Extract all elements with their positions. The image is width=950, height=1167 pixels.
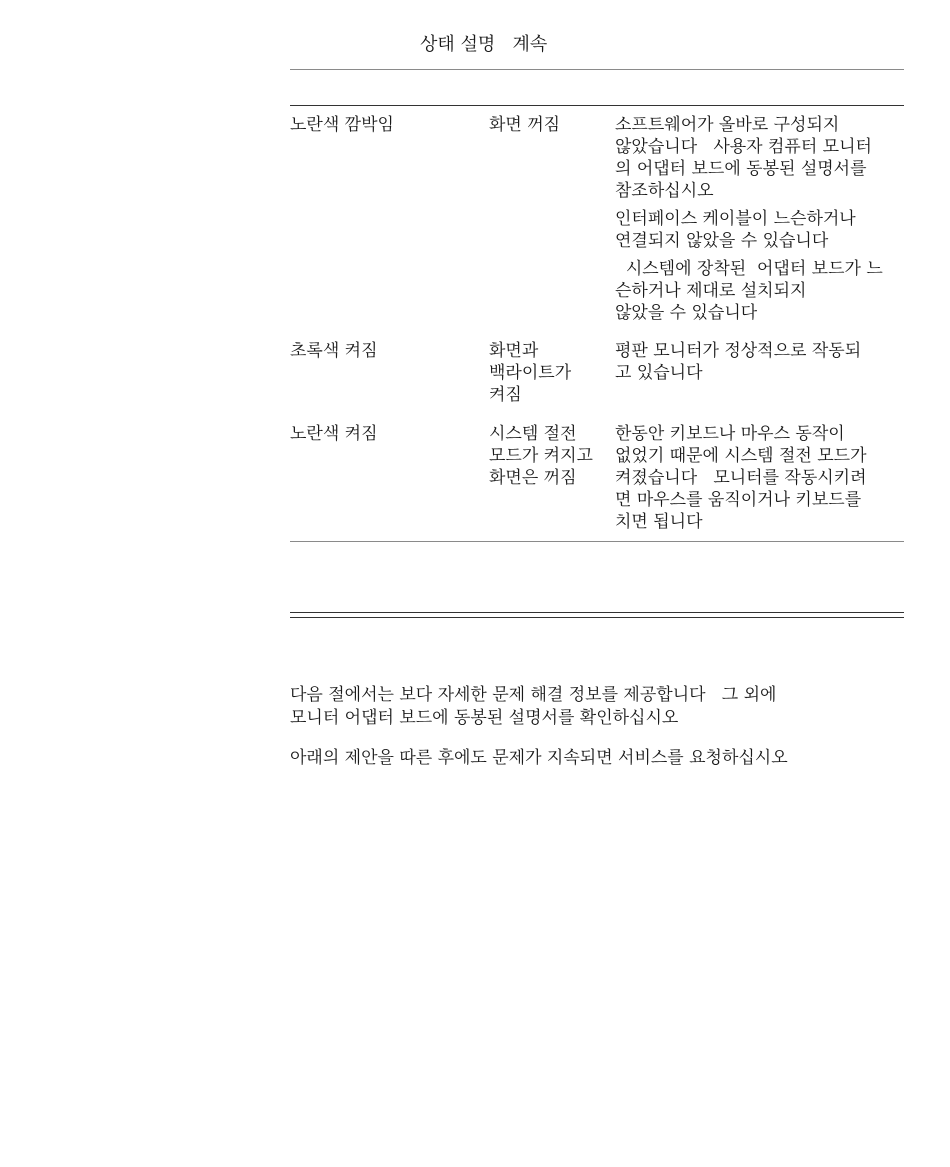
indicator-cell: 노란색 켜짐: [290, 424, 378, 444]
status-table: [290, 114, 904, 533]
state-cell: 화면과 백라이트가 켜짐: [489, 341, 572, 405]
description-text: 인터페이스 케이블이 느슨하거나 연결되지 않았을 수 있습니다: [615, 209, 856, 251]
table-row: [290, 340, 904, 423]
page-title: 상태 설명 계속: [420, 34, 548, 55]
description-text: 한동안 키보드나 마우스 동작이 없었기 때문에 시스템 절전 모드가 켜졌습니다 모니터를 작동시키려 면 마우스를 움직이거나 키보드를 치면 됩니다: [615, 424, 867, 532]
description-text: 소프트웨어가 올바로 구성되지 않았습니다 사용자 컴퓨터 모니터 의 어댑터 보드에 동봉된 설명서를 참조하십시오: [615, 115, 872, 201]
table-top-rule: [290, 105, 904, 106]
description-text: 평판 모니터가 정상적으로 작동되 고 있습니다: [615, 341, 862, 383]
indicator-cell: 노란색 깜박임: [290, 115, 394, 135]
troubleshooting-intro: 다음 절에서는 보다 자세한 문제 해결 정보를 제공합니다 그 외에 모니터 어댑터 보드에 동봉된 설명서를 확인하십시오: [290, 685, 777, 728]
description-cell: [615, 423, 904, 533]
state-cell: 화면 꺼짐: [489, 115, 561, 135]
description-cell: [615, 340, 904, 423]
table-row: [290, 114, 904, 340]
section-double-rule-bottom: [290, 617, 904, 618]
indicator-cell: 초록색 켜짐: [290, 341, 378, 361]
table-bottom-rule: [290, 541, 904, 542]
description-text: 시스템에 장착된 어댑터 보드가 느 슨하거나 제대로 설치되지 않았을 수 있습니다: [615, 259, 883, 323]
service-request-note: 아래의 제안을 따른 후에도 문제가 지속되면 서비스를 요청하십시오: [290, 748, 788, 768]
body-text: [290, 684, 910, 787]
description-cell: [615, 114, 904, 340]
state-cell: 시스템 절전 모드가 켜지고 화면은 꺼짐: [489, 424, 593, 488]
header-divider: [290, 69, 904, 70]
table-row: [290, 423, 904, 533]
section-double-rule-top: [290, 612, 904, 613]
